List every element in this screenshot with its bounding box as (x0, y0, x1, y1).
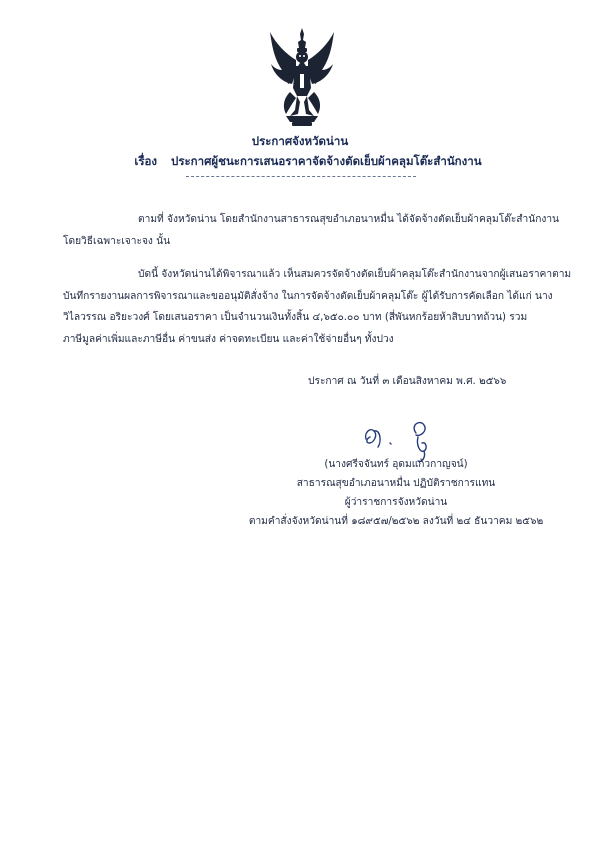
body-line-1: ตามที่ จังหวัดน่าน โดยสำนักงานสาธารณสุขอำเภอนาหมื่น ได้จัดจ้างตัดเย็บผ้าคลุมโต๊ะสำนักงาน (138, 214, 560, 225)
body-line-3: บัดนี้ จังหวัดน่านได้พิจารณาแล้ว เห็นสมควรจัดจ้างตัดเย็บผ้าคลุมโต๊ะสำนักงานจากผู้เสนอราคาตาม (138, 269, 572, 280)
document-title: ประกาศจังหวัดน่าน (251, 134, 349, 148)
signatory-position: สาธารณสุขอำเภอนาหมื่น ปฏิบัติราชการแทน (296, 478, 496, 489)
subject-text: ประกาศผู้ชนะการเสนอราคาจัดจ้างตัดเย็บผ้าคลุมโต๊ะสำนักงาน (171, 154, 482, 168)
subject-label: เรื่อง (134, 154, 158, 168)
body-line-2: โดยวิธีเฉพาะเจาะจง นั้น (63, 236, 171, 247)
announcement-date: ประกาศ ณ วันที่ ๓ เดือนสิงหาคม พ.ศ. ๒๕๖๖ (308, 376, 507, 387)
body-line-5: วิไลวรรณ อริยะวงศ์ โดยเสนอราคา เป็นจำนวนเงินทั้งสิ้น ๔,๖๕๐.๐๐ บาท (สี่พันหกร้อยห้าสิบบาทถ้วน) รวม (63, 312, 528, 323)
garuda-emblem-icon (268, 26, 336, 128)
body-line-6: ภาษีมูลค่าเพิ่มและภาษีอื่น ค่าขนส่ง ค่าจดทะเบียน และค่าใช้จ่ายอื่นๆ ทั้งปวง (63, 334, 394, 345)
signatory-position-2: ผู้ว่าราชการจังหวัดน่าน (344, 497, 448, 508)
title-separator (186, 176, 416, 177)
signatory-name: (นางศรีจจันทร์ อุดมแก้วกาญจน์) (324, 459, 468, 470)
document-subject (8, 153, 600, 171)
body-line-4: บันทึกรายงานผลการพิจารณาและขออนุมัติสั่งจ้าง ในการจัดจ้างตัดเย็บผ้าคลุมโต๊ะ ผู้ได้รับการคัดเลือก ได้แก่ นาง (63, 291, 553, 302)
order-reference: ตามคำสั่งจังหวัดน่านที่ ๑๘๙๕๗/๒๕๖๒ ลงวันที่ ๒๔ ธันวาคม ๒๕๖๒ (248, 516, 544, 527)
